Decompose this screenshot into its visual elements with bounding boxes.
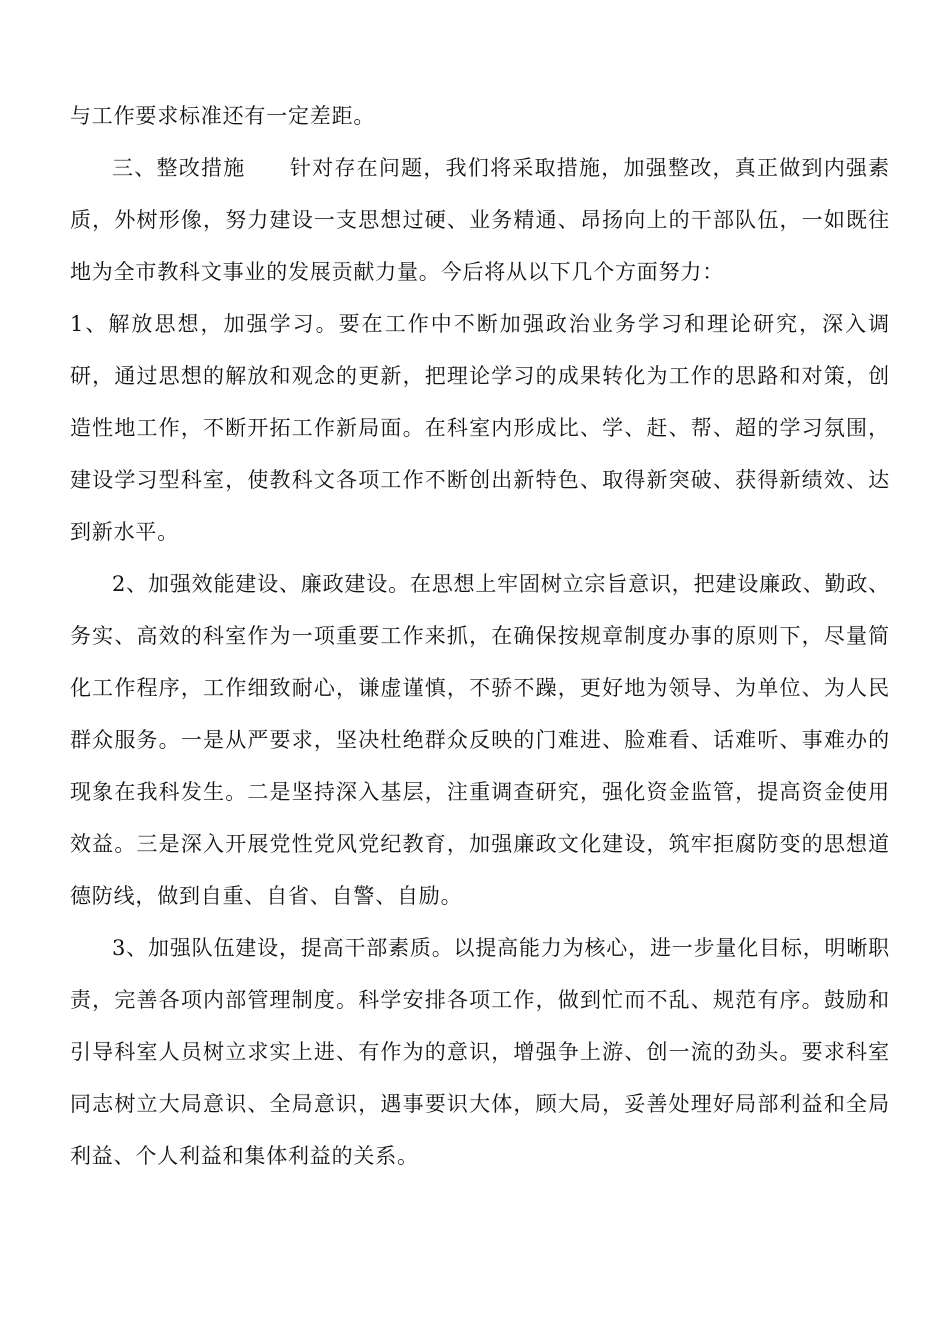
section-heading: 三、整改措施 (112, 156, 246, 180)
paragraph-item-1: 1、解放思想，加强学习。要在工作中不断加强政治业务学习和理论研究，深入调研，通过思想的解放和观念的更新，把理论学习的成果转化为工作的思路和对策，创造性地工作，不断开拓工作新局面。在科室内形成比、学、赶、帮、超的学习氛围，建设学习型科室，使教科文各项工作不断创出新特色、取得新突破、获得新绩效、达到新水平。 (70, 312, 890, 544)
paragraph-item-2: 2、加强效能建设、廉政建设。在思想上牢固树立宗旨意识，把建设廉政、勤政、务实、高效的科室作为一项重要工作来抓，在确保按规章制度办事的原则下，尽量简化工作程序，工作细致耐心，谦虚谨慎，不骄不躁，更好地为领导、为单位、为人民群众服务。一是从严要求，坚决杜绝群众反映的门难进、脸难看、话难听、事难办的现象在我科发生。二是坚持深入基层，注重调查研究，强化资金监管，提高资金使用效益。三是深入开展党性党风党纪教育，加强廉政文化建设，筑牢拒腐防变的思想道德防线，做到自重、自省、自警、自励。 (70, 572, 890, 908)
paragraph-item-3: 3、加强队伍建设，提高干部素质。以提高能力为核心，进一步量化目标，明晰职责，完善各项内部管理制度。科学安排各项工作，做到忙而不乱、规范有序。鼓励和引导科室人员树立求实上进、有作为的意识，增强争上游、创一流的劲头。要求科室同志树立大局意识、全局意识，遇事要识大体，顾大局，妥善处理好局部利益和全局利益、个人利益和集体利益的关系。 (70, 936, 890, 1168)
paragraph-continuation: 与工作要求标准还有一定差距。 (70, 104, 376, 128)
section-intro-text: 针对存在问题，我们将采取措施，加强整改，真正做到内强素质，外树形像，努力建设一支思想过硬、业务精通、昂扬向上的干部队伍，一如既往地为全市教科文事业的发展贡献力量。今后将从以下几个方面努力： (70, 156, 890, 284)
paragraph-rectification-measures (70, 142, 890, 298)
